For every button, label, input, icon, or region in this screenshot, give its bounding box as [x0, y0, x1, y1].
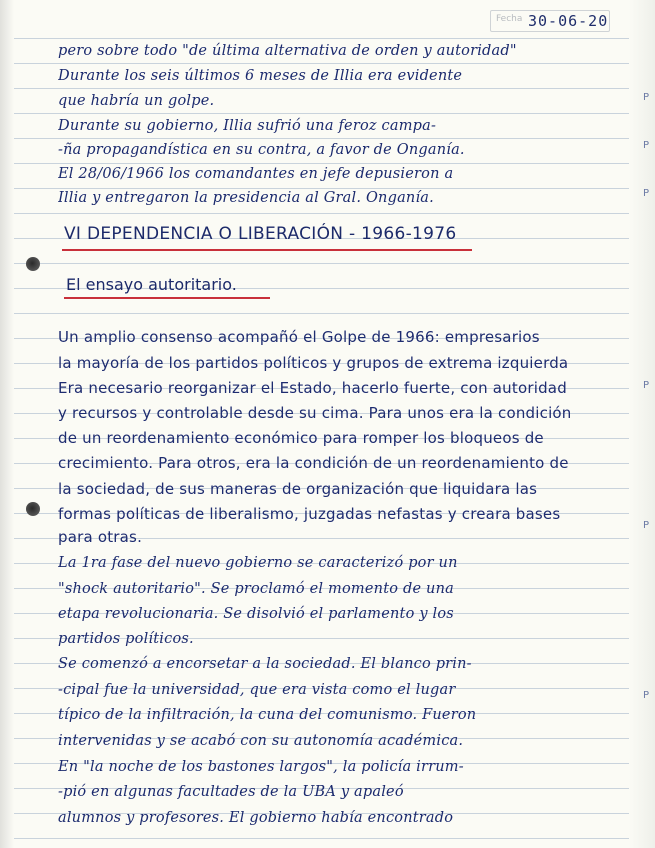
text-line: -pió en algunas facultades de la UBA y apaleó	[58, 784, 404, 800]
text-line: Illia y entregaron la presidencia al Gral. Onganía.	[58, 190, 434, 206]
text-line: -ña propagandística en su contra, a favor de Onganía.	[58, 142, 465, 158]
text-line: etapa revolucionaria. Se disolvió el parlamento y los	[58, 606, 454, 622]
text-line: de un reordenamiento económico para romper los bloqueos de	[58, 429, 544, 447]
text-line: intervenidas y se acabó con su autonomía académica.	[58, 733, 464, 749]
section-heading: VI DEPENDENCIA O LIBERACIÓN - 1966-1976	[64, 224, 457, 244]
text-line: Un amplio consenso acompañó el Golpe de 1966: empresarios	[58, 328, 540, 346]
text-line: La 1ra fase del nuevo gobierno se caracterizó por un	[58, 555, 458, 571]
text-line: la sociedad, de sus maneras de organización que liquidara las	[58, 480, 538, 498]
margin-mark: P	[642, 140, 649, 151]
date-value: 30-06-20	[528, 12, 609, 30]
text-line: y recursos y controlable desde su cima. Para unos era la condición	[58, 404, 572, 422]
binder-hole	[26, 257, 40, 271]
adjacent-page-edge	[629, 0, 655, 848]
heading-underline	[62, 249, 472, 251]
text-line: alumnos y profesores. El gobierno había encontrado	[58, 810, 454, 826]
text-line: Se comenzó a encorsetar a la sociedad. El blanco prin-	[58, 656, 472, 672]
text-line: crecimiento. Para otros, era la condición de un reordenamiento de	[58, 454, 569, 472]
text-line: pero sobre todo "de última alternativa de orden y autoridad"	[58, 43, 517, 59]
text-line: "shock autoritario". Se proclamó el momento de una	[58, 581, 454, 597]
text-line: para otras.	[58, 528, 143, 546]
text-line: Era necesario reorganizar el Estado, hacerlo fuerte, con autoridad	[58, 379, 567, 397]
date-label: Fecha	[496, 14, 523, 24]
text-line: En "la noche de los bastones largos", la policía irrum-	[58, 759, 464, 775]
text-line: El 28/06/1966 los comandantes en jefe depusieron a	[58, 166, 454, 182]
text-line: Durante los seis últimos 6 meses de Illia era evidente	[58, 68, 463, 84]
section-subheading: El ensayo autoritario.	[66, 275, 237, 294]
text-line: -cipal fue la universidad, que era vista como el lugar	[58, 682, 456, 698]
page-edge-shadow	[0, 0, 14, 848]
margin-mark: P	[642, 380, 649, 391]
margin-mark: P	[642, 520, 649, 531]
text-line: formas políticas de liberalismo, juzgadas nefastas y creara bases	[58, 505, 561, 523]
text-line: típico de la infiltración, la cuna del comunismo. Fueron	[58, 707, 477, 723]
text-line: partidos políticos.	[58, 631, 194, 647]
text-line: la mayoría de los partidos políticos y grupos de extrema izquierda	[58, 354, 569, 372]
subheading-underline	[64, 297, 270, 299]
text-line: Durante su gobierno, Illia sufrió una feroz campa-	[58, 118, 437, 134]
binder-hole	[26, 502, 40, 516]
margin-mark: P	[642, 188, 649, 199]
margin-mark: P	[642, 92, 649, 103]
margin-mark: P	[642, 690, 649, 701]
text-line: que habría un golpe.	[58, 93, 215, 109]
